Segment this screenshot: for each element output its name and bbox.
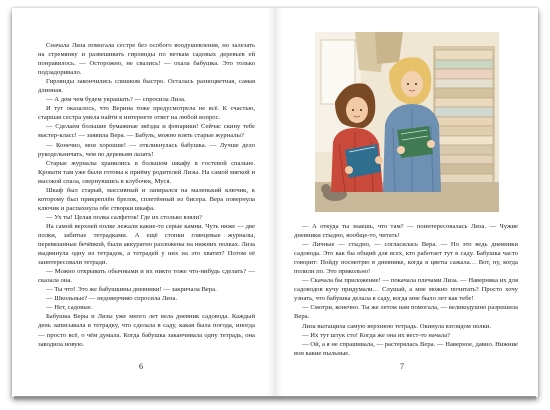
paragraph: — Школьные? — недоверчиво спросила Лиза.: [46, 295, 178, 303]
page-number-left: 6: [139, 362, 143, 371]
paragraph: — Можно открывать обычными и их никто тоже что-нибудь сделать? — сказала она.: [38, 268, 255, 285]
paragraph: — Конечно, мои хорошие! — откликнулась бабушка. — Лучше дело рукодельничать, чем по деревьям лазать!: [38, 141, 255, 158]
paragraph: — Скачала бы приложение! — покачала плечами Лиза. — Наверняка их для садоводов кучу придумали… Слушай, а мне можно почитать? Просто хочу узнать, что бабушка делала в саду, когда мне было лет как тебе!: [294, 277, 518, 303]
right-page-text: [294, 222, 518, 358]
paragraph: Сначала Лиза помогала сестре без особого воодушевления, но залезать на стремянку и развешивать гирлянды по веткам садовых деревьев ей понравилось. — Осторожно, не свались! — охала бабушка. Это только подзадоривало.: [38, 42, 255, 77]
left-page-text: [38, 41, 255, 349]
paragraph: Бабушка Веры и Лизы уже много лет вела дневник садовода. Каждый день записывала в тетрадку, что сделала в саду, какая была погода, иногда — просто всё, о чём думала. Когда бабушка заканчивала одну тетрадь, она заводила новую.: [38, 313, 255, 348]
paragraph: — Личные — стыдно, — согласилась Вера. — Но это ведь дневники садовода. Это как бы общий для всех, кто работает тут в саду. Бабушка часто говорит: Пойду посмотрю в дневнике, когда я цветы сажала… Вот, ну, когда полили по. Это прикольно!: [294, 241, 518, 276]
paragraph: И тут оказалось, что Верина тоже предусмотрела не всё. К счастью, старшая сестра умела найти в интернете ответ на любой вопрос.: [38, 105, 255, 122]
paragraph: — Ты что! Это же бабушкины дневники! — закричала Вера.: [46, 286, 217, 294]
paragraph: Шкаф был старый, массивный и запирался на маленький ключик, к которому был прикреплён брелок, сплетённый из бисера. Вера повернула ключик и распахнула обе створки шкафа.: [38, 186, 255, 212]
paragraph: — Их тут штук сто! Когда же она их вест-то начала?: [302, 331, 451, 339]
book-gutter: [267, 8, 283, 397]
book-spread: [12, 8, 538, 397]
paragraph: — Смотри, конечно. Ты же летом нам помогала, — великодушно разрешила Вера.: [294, 304, 518, 321]
paragraph: На самой верхней полке лежали какие-то серые камни. Чуть ниже — две полки, забитые тетрадками. А ещё стопки глянцевые журналы, перевязанные бечёвкой, были аккуратно разложены на нижних полках. Лиза выдвинула одну из тетрадок, а тетрадей у них на это хватит? Потом её заинтересовали тетради.: [38, 222, 255, 267]
page-shadow: [14, 396, 536, 401]
paragraph: — Ой, а я не спрашивала, — растерялась Вера. — Наверное, давно. Нижние вон какие пыльные.: [294, 340, 518, 357]
left-page: [12, 8, 275, 397]
paragraph: Лиза вытащила самую верхнюю тетрадь. Окинула взглядом полки.: [302, 322, 492, 330]
page-number-right: 7: [400, 362, 404, 371]
paragraph: Старые журналы хранились в большом шкафу в гостевой спальне. Кровати там уже были готовы к приёму родителей Лизы. На самой мягкой и высокой спала, свернувшись в клубочек, Муся.: [38, 159, 255, 185]
paragraph: — А откуда ты знаешь, что там? — поинтересовалась Лиза. — Чужие дневники стыдно, вообще-то, читать!: [294, 223, 518, 240]
right-page: [275, 8, 538, 397]
two-sisters-reading-notebooks-illustration: [315, 32, 499, 212]
paragraph: Гирлянды закончились слишком быстро. Осталась разноцветная, самая длинная.: [38, 78, 255, 95]
paragraph: — Сделаем большие бумажные звёзды и фонарики! Сейчас скину тебе мастер-класс! — заявила Вера. — Бабуль, можно взять старые журналы?: [38, 123, 255, 140]
paragraph: — Нет, садовые.: [46, 304, 93, 312]
paragraph: — Ух ты! Целая полка салфеток! Где их столько взяли?: [46, 213, 203, 221]
paragraph: — А дом чем будем украшать? — спросила Лиза.: [46, 96, 186, 104]
